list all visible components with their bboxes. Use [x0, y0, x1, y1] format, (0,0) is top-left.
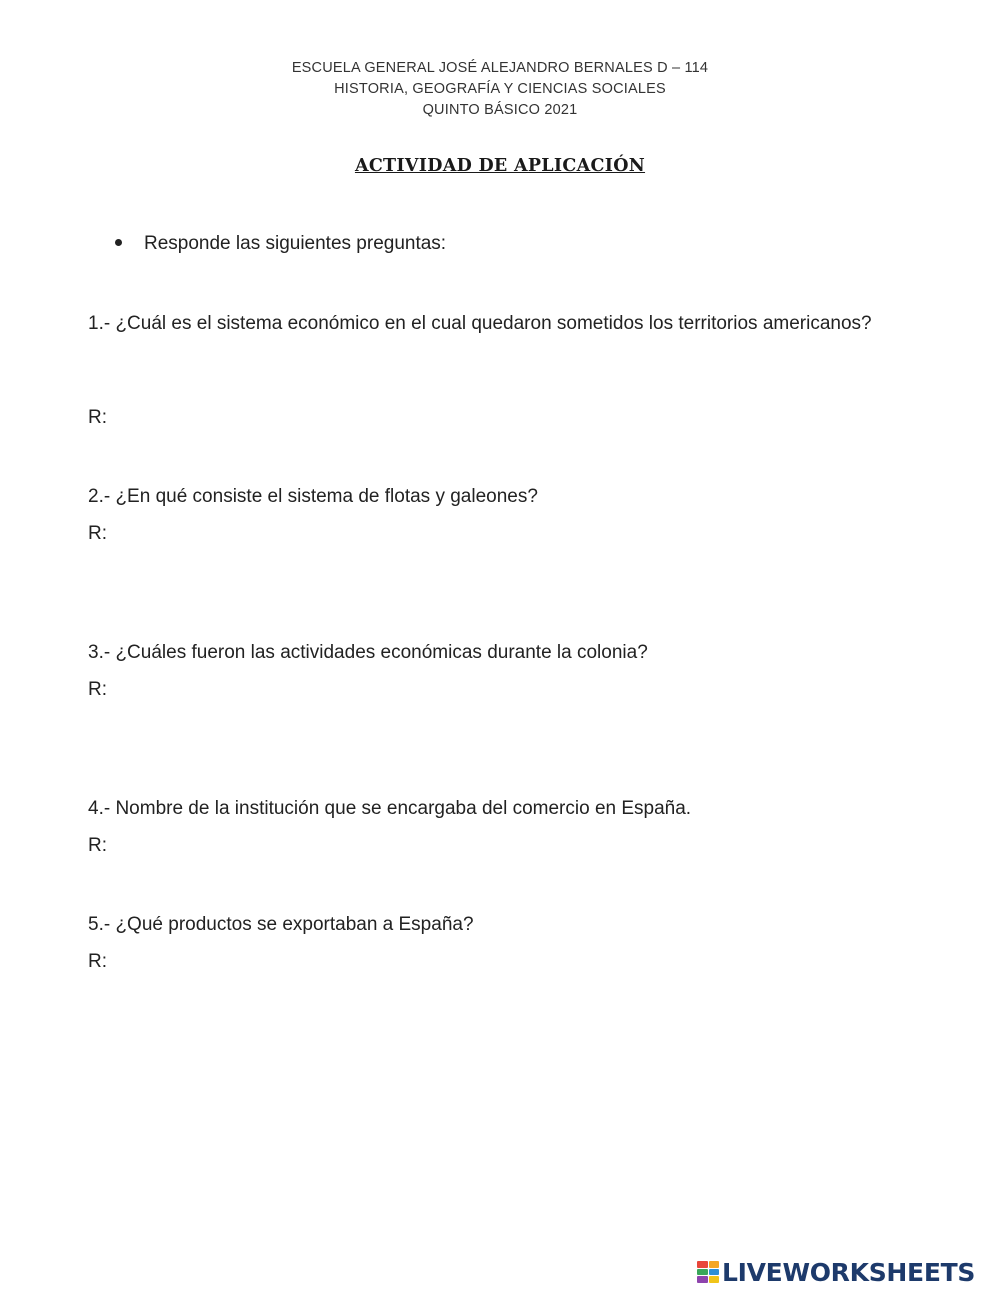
question-5: 5.- ¿Qué productos se exportaban a España? — [88, 914, 474, 935]
grade-year: QUINTO BÁSICO 2021 — [422, 102, 578, 118]
question-4: 4.- Nombre de la institución que se encargaba del comercio en España. — [88, 798, 692, 819]
logo-tile-6 — [709, 1276, 720, 1283]
logo-tile-5 — [697, 1276, 708, 1283]
answer-label-4[interactable]: R: — [88, 835, 107, 856]
question-2: 2.- ¿En qué consiste el sistema de flotas y galeones? — [88, 486, 538, 507]
logo-text: LIVEWORKSHEETS — [722, 1257, 976, 1287]
subject-name: HISTORIA, GEOGRAFÍA Y CIENCIAS SOCIALES — [334, 81, 666, 97]
answer-label-3[interactable]: R: — [88, 679, 107, 700]
instruction-text: Responde las siguientes preguntas: — [144, 233, 447, 254]
answer-label-1[interactable]: R: — [88, 407, 107, 428]
instruction-item — [115, 233, 446, 255]
logo-tile-4 — [709, 1269, 720, 1276]
school-name: ESCUELA GENERAL JOSÉ ALEJANDRO BERNALES D – 114 — [291, 60, 709, 76]
answer-label-5[interactable]: R: — [88, 951, 107, 972]
logo-tile-3 — [697, 1269, 708, 1276]
answer-label-2[interactable]: R: — [88, 523, 107, 544]
liveworksheets-logo — [697, 1257, 975, 1287]
question-3: 3.- ¿Cuáles fueron las actividades económicas durante la colonia? — [88, 642, 648, 663]
worksheet-title: ACTIVIDAD DE APLICACIÓN — [354, 156, 646, 176]
bullet-icon — [115, 239, 122, 246]
question-1: 1.- ¿Cuál es el sistema económico en el cual quedaron sometidos los territorios americanos? — [88, 313, 872, 334]
logo-tiles-icon — [697, 1261, 719, 1283]
school-header — [0, 58, 1000, 121]
logo-tile-1 — [697, 1261, 708, 1268]
logo-tile-2 — [709, 1261, 720, 1268]
